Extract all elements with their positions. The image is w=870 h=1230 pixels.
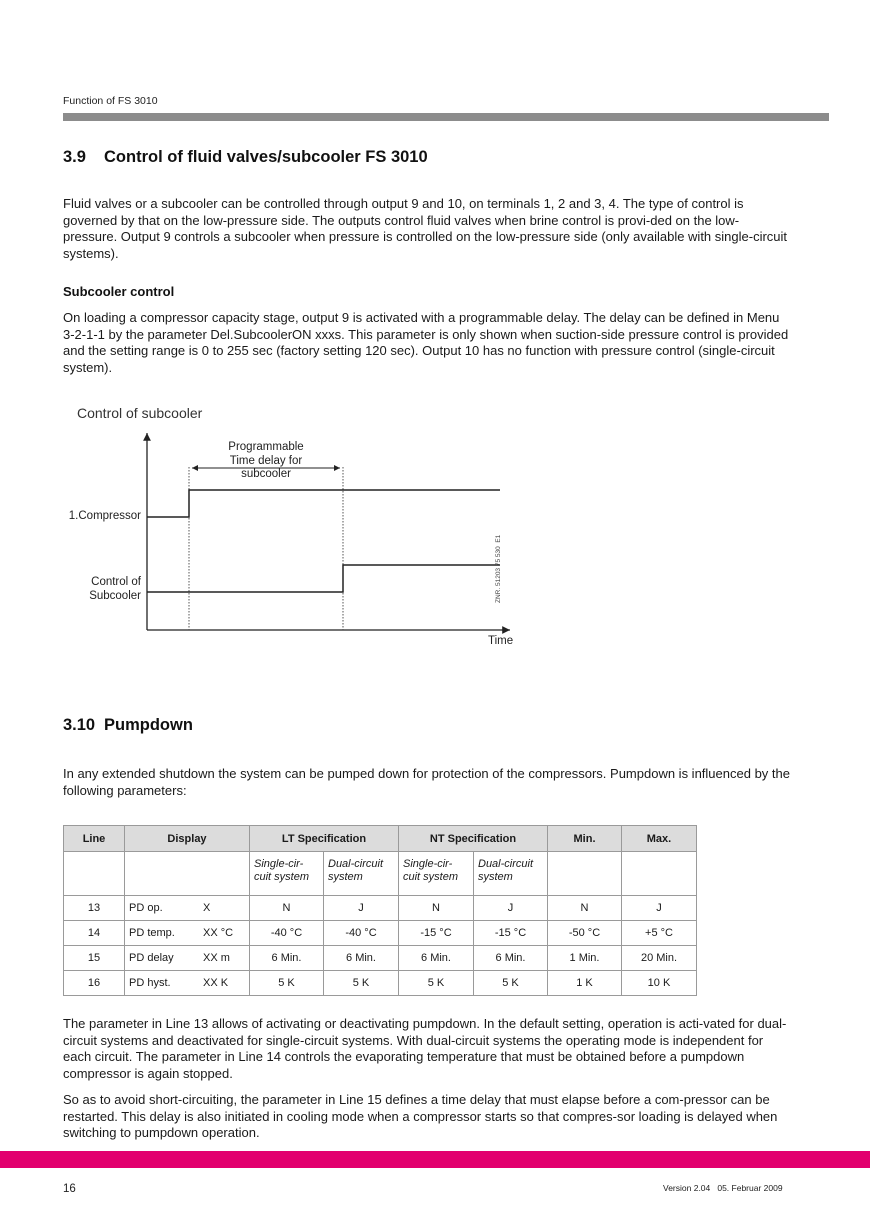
label-line-2: Subcooler (89, 590, 141, 602)
display-unit: X (203, 902, 211, 914)
annotation-line-3: subcooler (241, 468, 291, 480)
display-name: PD op. (129, 902, 163, 914)
cell-display (125, 896, 250, 921)
table-row (64, 896, 697, 921)
table-row (64, 946, 697, 971)
section-title: Control of fluid valves/subcooler FS 3010 (104, 148, 428, 166)
reference-code: ZNR. 51203 75 530 E1 (495, 534, 502, 603)
sub-empty-line (64, 852, 125, 896)
table-row (64, 971, 697, 996)
diagram-title: Control of subcooler (77, 405, 203, 421)
cell-nt-dual: 6 Min. (474, 946, 548, 971)
footer-accent-bar (0, 1151, 870, 1168)
cell-min: N (548, 896, 622, 921)
display-unit: XX °C (203, 927, 234, 939)
header-divider-bar (63, 113, 829, 121)
cell-display (125, 921, 250, 946)
subcooler-paragraph: On loading a compressor capacity stage, output 9 is activated with a programmable delay. The delay can be defined in Menu 3-2-1-1 by the parameter Del.SubcoolerON xxxs. This parameter is only shown when suction-side pressure control is provided and the setting range is 0 to 255 sec (factory setting 120 sec). Output 10 has no function with pressure control (single-circuit system). (63, 310, 789, 375)
table-header-row (64, 826, 697, 852)
cell-nt-single: -15 °C (399, 921, 474, 946)
cell-display (125, 971, 250, 996)
section-number: 3.9 (63, 148, 86, 166)
sub-empty-min (548, 852, 622, 896)
cell-line: 13 (64, 896, 125, 921)
sub-empty-max (622, 852, 697, 896)
cell-line: 15 (64, 946, 125, 971)
section-heading-3-10 (63, 716, 193, 735)
cell-lt-single: N (250, 896, 324, 921)
table-row (64, 921, 697, 946)
table-subheader-row (64, 852, 697, 896)
version-date: Version 2.04 05. Februar 2009 (663, 1183, 783, 1193)
header-nt-specification: NT Specification (399, 826, 548, 852)
cell-line: 16 (64, 971, 125, 996)
sub-lt-single: Single-cir-cuit system (250, 852, 324, 896)
pumpdown-paragraph-1: The parameter in Line 13 allows of activating or deactivating pumpdown. In the default setting, operation is acti-vated for dual-circuit systems and deactivated for single-circuit systems. With dual-circuit systems the operating mode is independent for each circuit. The parameter in Line 14 controls the evaporating temperature that must be obtained before a pumpdown compressor is again stopped. (63, 1016, 787, 1081)
cell-nt-dual: 5 K (474, 971, 548, 996)
section-number: 3.10 (63, 716, 96, 734)
page-number: 16 (63, 1183, 76, 1195)
cell-line: 14 (64, 921, 125, 946)
cell-lt-single: 6 Min. (250, 946, 324, 971)
cell-lt-single: -40 °C (250, 921, 324, 946)
display-name: PD hyst. (129, 977, 171, 989)
compressor-label: 1.Compressor (68, 510, 141, 522)
header-max: Max. (622, 826, 697, 852)
annotation-line-1: Programmable (228, 441, 304, 453)
pumpdown-parameters-table (63, 825, 697, 996)
cell-nt-single: 5 K (399, 971, 474, 996)
subheading-subcooler-control: Subcooler control (63, 284, 175, 299)
sub-nt-dual: Dual-circuit system (474, 852, 548, 896)
cell-min: -50 °C (548, 921, 622, 946)
cell-max: 10 K (622, 971, 697, 996)
sub-nt-single: Single-cir-cuit system (399, 852, 474, 896)
cell-min: 1 Min. (548, 946, 622, 971)
x-axis-label: Time (488, 635, 514, 647)
section-heading-3-9 (63, 148, 428, 167)
compressor-signal-line (147, 490, 500, 517)
cell-display (125, 946, 250, 971)
display-unit: XX m (203, 952, 230, 964)
cell-lt-dual: 6 Min. (324, 946, 399, 971)
cell-lt-dual: 5 K (324, 971, 399, 996)
section-title: Pumpdown (104, 716, 193, 734)
control-of-subcooler-label (55, 575, 141, 603)
cell-nt-dual: J (474, 896, 548, 921)
annotation-line-2: Time delay for (229, 454, 303, 467)
header-display: Display (125, 826, 250, 852)
header-line: Line (64, 826, 125, 852)
cell-min: 1 K (548, 971, 622, 996)
header-min: Min. (548, 826, 622, 852)
cell-lt-dual: -40 °C (324, 921, 399, 946)
pumpdown-intro-paragraph: In any extended shutdown the system can be pumped down for protection of the compressors. Pumpdown is influenced by the following parameters: (63, 766, 790, 798)
intro-paragraph: Fluid valves or a subcooler can be controlled through output 9 and 10, on terminals 1, 2 and 3, 4. The type of control is governed by that on the low-pressure side. The outputs control fluid valves when brine control is provi-ded on the low-pressure. Output 9 controls a subcooler when pressure is controlled on the low-pressure side (only available with single-circuit systems). (63, 196, 788, 261)
cell-lt-dual: J (324, 896, 399, 921)
sub-lt-dual: Dual-circuit system (324, 852, 399, 896)
cell-nt-single: N (399, 896, 474, 921)
running-header: Function of FS 3010 (63, 95, 158, 107)
cell-max: 20 Min. (622, 946, 697, 971)
cell-nt-single: 6 Min. (399, 946, 474, 971)
cell-lt-single: 5 K (250, 971, 324, 996)
cell-max: J (622, 896, 697, 921)
pumpdown-paragraph-2: So as to avoid short-circuiting, the parameter in Line 15 defines a time delay that must elapse before a com-pressor can be restarted. This delay is also initiated in cooling mode when a compressor starts so that compres-sor loading is delayed when switching to pumpdown operation. (63, 1092, 778, 1140)
subcooler-timing-diagram (55, 395, 555, 660)
cell-max: +5 °C (622, 921, 697, 946)
display-name: PD delay (129, 952, 174, 964)
subcooler-signal-line (147, 565, 500, 592)
display-unit: XX K (203, 977, 229, 989)
cell-nt-dual: -15 °C (474, 921, 548, 946)
label-line-1: Control of (91, 576, 141, 588)
sub-empty-display (125, 852, 250, 896)
header-lt-specification: LT Specification (250, 826, 399, 852)
display-name: PD temp. (129, 927, 175, 939)
delay-annotation (170, 441, 362, 482)
